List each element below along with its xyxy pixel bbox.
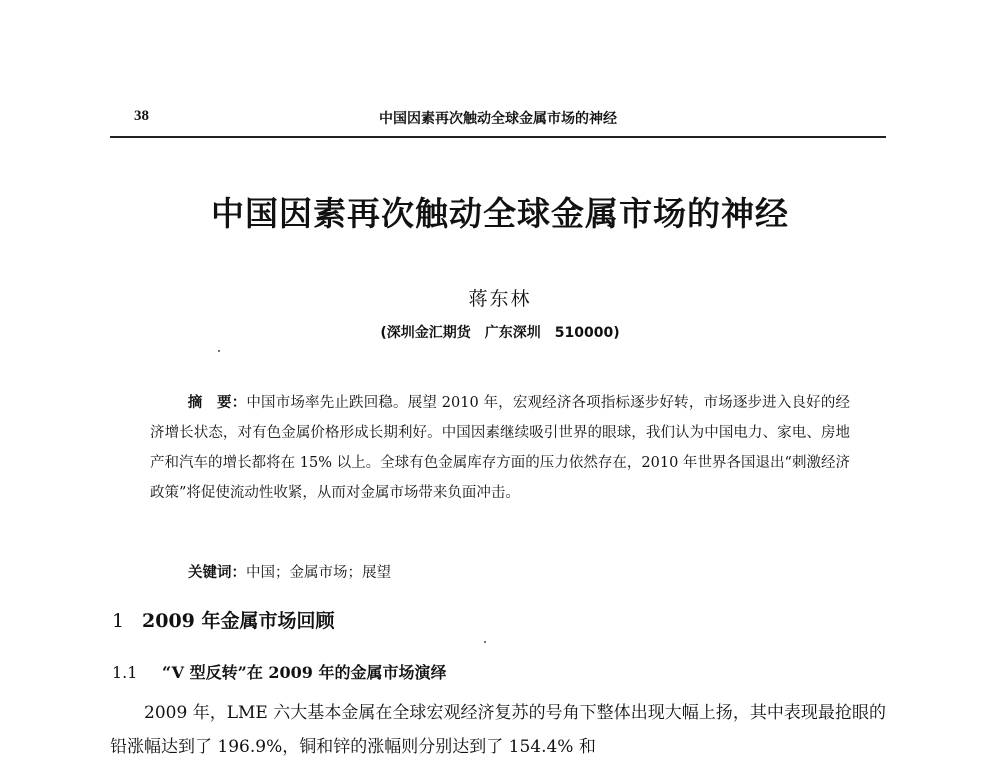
article-title: 中国因素再次触动全球金属市场的神经: [211, 194, 789, 233]
article-author: 蒋东林: [468, 288, 532, 310]
abstract-text: 中国市场率先止跌回稳。展望 2010 年，宏观经济各项指标逐步好转，市场逐步进入良好的经济增长状态，对有色金属价格形成长期利好。中国因素继续吸引世界的眼球，我们认为中国电力、家电、房地产和汽车的增长都将在 15% 以上。全球有色金属库存方面的压力依然存在，2010 年世界各国退出“刺激经济政策”将促使流动性收紧，从而对金属市场带来负面冲击。: [150, 395, 850, 501]
author-affiliation: (深圳金汇期货 广东深圳 510000): [380, 325, 620, 341]
body-paragraph: 2009 年，LME 六大基本金属在全球宏观经济复苏的号角下整体出现大幅上扬，其中表现最抢眼的铅涨幅达到了 196.9%，铜和锌的涨幅则分别达到了 154.4% 和: [110, 703, 886, 757]
keywords-label: 关键词：: [188, 565, 246, 581]
subsection-number: 1.1: [112, 663, 138, 682]
keywords: [188, 562, 848, 584]
keywords-text: 中国；金属市场；展望: [246, 565, 391, 581]
section-heading-1-1: [112, 660, 447, 683]
scan-speck: [218, 350, 220, 352]
section-number: 1: [112, 610, 125, 632]
page-number: 38: [134, 108, 149, 124]
section-heading-1: [112, 606, 335, 633]
header-rule: [110, 136, 886, 138]
section-title: 2009 年金属市场回顾: [142, 610, 335, 632]
running-title: 中国因素再次触动全球金属市场的神经: [379, 111, 617, 127]
scan-speck: [484, 641, 486, 643]
subsection-title: “V 型反转”在 2009 年的金属市场演绎: [162, 663, 447, 682]
abstract-label: 摘 要：: [187, 395, 247, 411]
running-header: [110, 108, 886, 132]
abstract: [150, 388, 850, 508]
